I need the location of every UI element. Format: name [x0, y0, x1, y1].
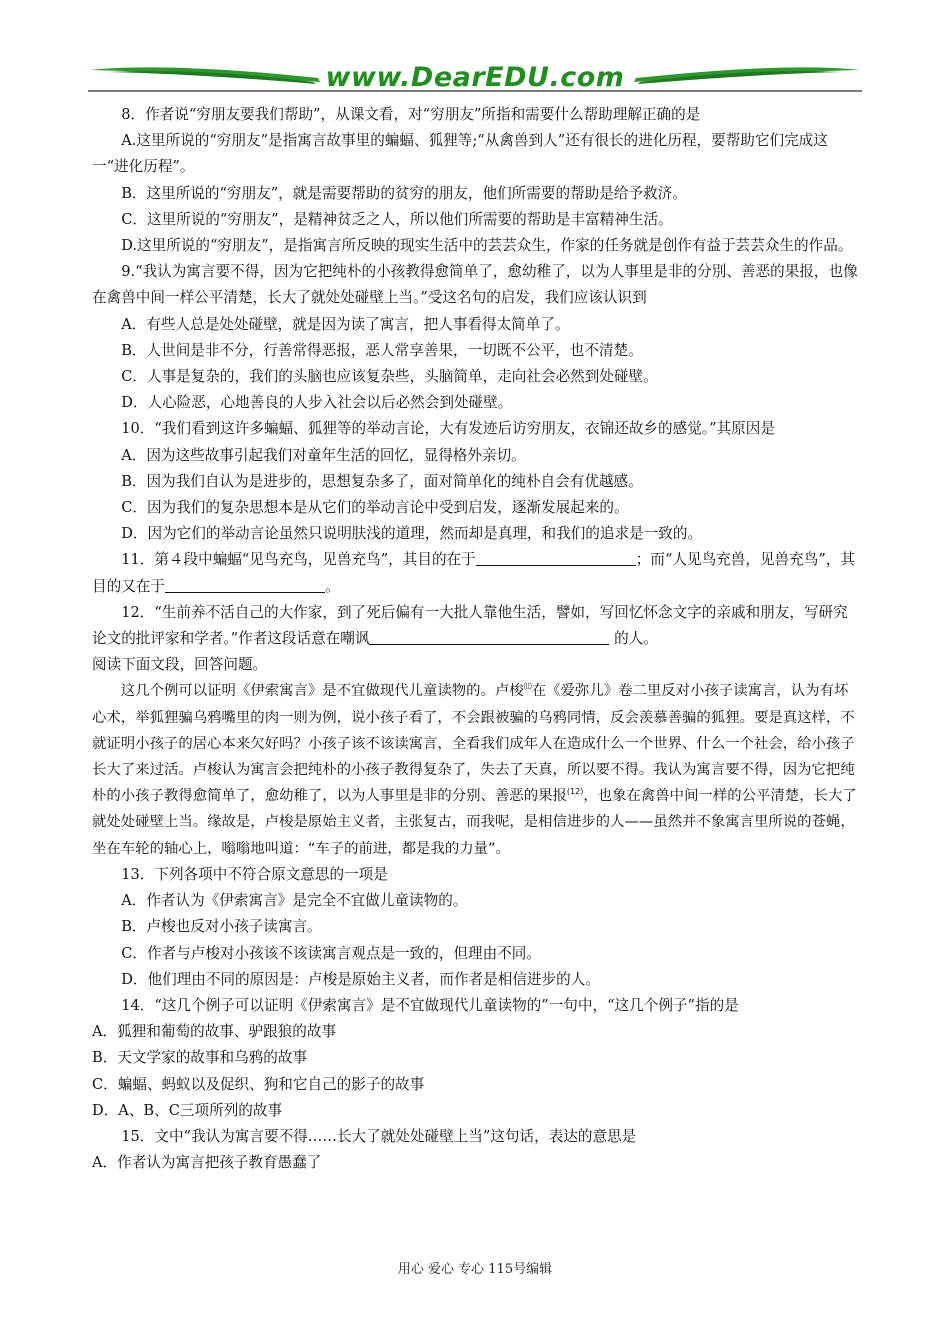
reading-passage [92, 678, 862, 861]
q12-stem [92, 600, 862, 652]
q15-stem: 15．文中“我认为寓言要不得……长大了就处处碰壁上当”这句话，表达的意思是 [121, 1127, 637, 1145]
site-header-banner [88, 60, 862, 100]
q11-stem [92, 547, 862, 599]
q11-answer-blank-2[interactable] [165, 576, 325, 593]
q13-option-d: D．他们理由不同的原因是：卢梭是原始主义者，而作者是相信进步的人。 [121, 970, 600, 988]
q8-option-c: C．这里所说的“穷朋友”，是精神贫乏之人，所以他们所需要的帮助是丰富精神生活。 [121, 210, 673, 228]
q11-answer-blank-1[interactable] [476, 549, 636, 566]
q12-text-2: 的人。 [609, 630, 658, 648]
q14-option-d: D．A、B、C三项所列的故事 [92, 1101, 283, 1119]
q13-stem: 13．下列各项中不符合原文意思的一项是 [121, 865, 388, 883]
q9-option-b: B．人世间是非不分，行善常得恶报，恶人常享善果，一切既不公平，也不清楚。 [121, 341, 643, 359]
q10-option-b: B．因为我们自认为是进步的，思想复杂多了，面对简单化的纯朴自会有优越感。 [121, 472, 643, 490]
q13-option-b: B．卢梭也反对小孩子读寓言。 [121, 918, 322, 936]
q12-answer-blank[interactable] [369, 628, 609, 645]
q10-stem: 10．“我们看到这许多蝙蝠、狐狸等的举动言论，大有发迹后访穷朋友，衣锦还故乡的感觉。”其原因是 [121, 420, 775, 438]
q9-option-a: A．有些人总是处处碰壁，就是因为读了寓言，把人事看得太简单了。 [121, 315, 570, 333]
q8-option-b: B．这里所说的“穷朋友”，就是需要帮助的贫穷的朋友，他们所需要的帮助是给予救济。 [121, 184, 687, 202]
reading-instruction: 阅读下面文段，回答问题。 [92, 656, 268, 674]
q11-text-1: 11．第４段中蝙蝠“见鸟充鸟，见兽充鸟”，其目的在于 [121, 551, 476, 569]
page-footer: 用心 爱心 专心 115号编辑 [397, 1262, 553, 1277]
q9-stem: 9.“我认为寓言要不得，因为它把纯朴的小孩教得愈简单了，愈幼稚了，以为人事里是非的分別、善恶的果报，也像在禽兽中间一样公平清楚，长大了就处处碰壁上当。”受这名句的启发，我们应该认识到 [92, 263, 858, 307]
q8-option-d: D.这里所说的“穷朋友”，是指寓言所反映的现实生活中的芸芸众生，作家的任务就是创作有益于芸芸众生的作品。 [121, 237, 853, 255]
q8-stem: 8．作者说“穷朋友要我们帮助”，从课文看，对“穷朋友”所指和需要什么帮助理解正确的是 [121, 106, 701, 123]
q10-option-d: D．因为它们的举动言论虽然只说明肤浅的道理，然而却是真理，和我们的追求是一致的。 [121, 525, 703, 543]
q14-stem: 14．“这几个例子可以证明《伊索寓言》是不宜做现代儿童读物的”一句中，“这几个例子”指的是 [121, 996, 739, 1014]
q13-option-c: C．作者与卢梭对小孩该不该读寓言观点是一致的，但理由不同。 [121, 944, 541, 962]
q10-option-c: C．因为我们的复杂思想本是从它们的举动言论中受到启发，逐渐发展起来的。 [121, 499, 629, 517]
passage-text-1: 这几个例可以证明《伊索寓言》是不宜做现代儿童读物的。卢梭 [120, 683, 524, 700]
q11-text-2: ；而“人见鸟充兽，见兽充鸟”，其目的又在于 [92, 551, 855, 595]
q9-option-c: C．人事是复杂的，我们的头脑也应该复杂些，头脑简单，走向社会必然到处碰壁。 [121, 368, 658, 386]
q14-option-b: B．天文学家的故事和乌鸦的故事 [92, 1049, 308, 1067]
site-logo: www.DearEDU.com [325, 62, 625, 93]
q10-option-a: A．因为这些故事引起我们对童年生活的回忆，显得格外亲切。 [121, 446, 526, 464]
q14-option-a: A．狐狸和葡萄的故事、驴跟狼的故事 [92, 1023, 337, 1041]
q8-option-a: A.这里所说的“穷朋友”是指寓言故事里的蝙蝠、狐狸等;“从禽兽到人”还有很长的进化历程，要帮助它们完成这一“进化历程”。 [92, 132, 828, 176]
footnote-ref-11: ⑾ [523, 682, 532, 692]
q11-text-3: 。 [324, 577, 340, 595]
q13-option-a: A．作者认为《伊索寓言》是完全不宜做儿童读物的。 [121, 892, 468, 910]
q12-text-1: 12．“生前养不活自己的大作家，到了死后偏有一大批人靠他生活，譬如，写回忆怀念文字的亲戚和朋友，写研究论文的批评家和学者。”作者这段话意在嘲讽 [92, 603, 848, 648]
q14-option-c: C．蝙蝠、蚂蚁以及促织、狗和它自己的影子的故事 [92, 1075, 425, 1093]
q9-option-d: D．人心险恶，心地善良的人步入社会以后必然会到处碰壁。 [121, 394, 513, 412]
passage-text-2: 在《爱弥儿》卷二里反对小孩子读寓言，认为有坏心术，举狐狸骗乌鸦嘴里的肉一则为例，说小孩子看了，不会跟被骗的乌鸦同情，反会羡慕善骗的狐狸。要是真这样，不就证明小孩子的居心本来欠好吗？小孩子该不该读寓言，全看我们成年人在造成什么一个世界、什么一个社会，给小孩子长大了来过活。卢梭认为寓言会把纯朴的小孩子教得复杂了，失去了天真，所以要不得。我认为寓言要不得，因为它把纯朴的小孩子教得愈简单了，愈幼稚了，以为人事里是非的分别、善恶的果报 [92, 683, 855, 805]
passage-text-3: ，也象在禽兽中间一样的公平清楚，长大了就处处碰壁上当。缘故是，卢梭是原始主义者，主张复古，而我呢，是相信进步的人——虽然并不象寓言里所说的苍蝇，坐在车轮的轴心上，嗡嗡地叫道：“车子的前进，都是我的力量”。 [92, 788, 857, 857]
document-body [92, 102, 862, 1176]
footnote-ref-12: (12) [566, 787, 584, 797]
q15-option-a: A．作者认为寓言把孩子教育愚蠢了 [92, 1154, 322, 1172]
